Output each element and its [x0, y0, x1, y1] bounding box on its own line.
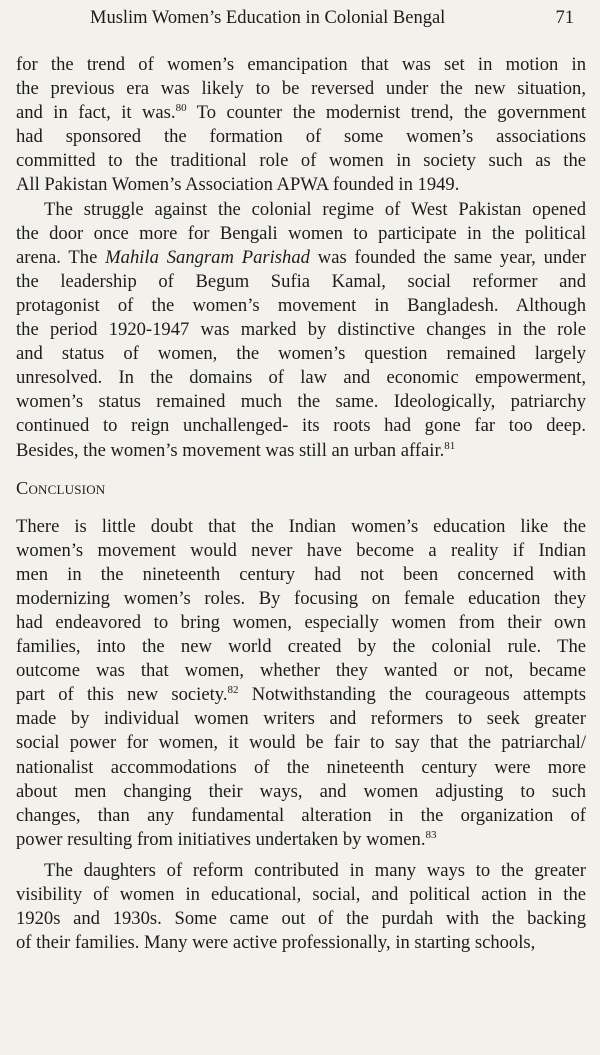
text-line: The struggle against the colonial regime of West Pakistan opened [44, 198, 586, 220]
text-line: outcome was that women, whether they wanted or not, became [16, 660, 586, 682]
text-line: women’s movement would never have become a reality if Indian [16, 539, 586, 561]
running-title: Muslim Women’s Education in Colonial Bengal [90, 8, 446, 28]
text-line: changes, than any fundamental alteration in the organization of [16, 804, 586, 826]
running-head [16, 0, 586, 36]
text-line: visibility of women in educational, social, and political action in the [16, 884, 586, 905]
text-line: modernizing women’s roles. By focusing on female education they [16, 587, 586, 609]
text-line: women’s status remained much the same. Ideologically, patriarchy [16, 391, 586, 413]
text-line: the leadership of Begum Sufia Kamal, social reformer and [16, 270, 586, 292]
text-line: power resulting from initiatives undertaken by women.$^{83}$ [16, 828, 437, 850]
org-name-italic: Mahila Sangram Parishad [105, 246, 310, 268]
footnote-ref-83: 83 [425, 828, 437, 841]
text-line: had endeavored to bring women, especially women from their own [16, 611, 586, 633]
text-line: arena. The Mahila Sangram Parishad was founded the same year, under [16, 246, 587, 268]
paragraph-2 [16, 198, 586, 463]
footnote-ref-81: 81 [444, 439, 456, 452]
text-line: made by individual women writers and reformers to seek greater [16, 708, 586, 730]
text-line: of their families. Many were active professionally, in starting schools, [16, 932, 536, 954]
text-line: social power for women, it would be fair to say that the patriarchal/ [16, 732, 586, 754]
section-heading: Conclusion [16, 477, 106, 498]
text-line: unresolved. In the domains of law and economic empowerment, [16, 367, 586, 389]
text-line: men in the nineteenth century had not been concerned with [16, 563, 586, 585]
text-line: had sponsored the formation of some women’s associations [16, 126, 586, 148]
text-line: the door once more for Bengali women to participate in the political [16, 222, 586, 244]
page-number: 71 [555, 8, 574, 28]
text-line: committed to the traditional role of women in society such as the [16, 150, 586, 172]
paragraph-3 [16, 515, 586, 852]
text-line: Besides, the women’s movement was still an urban affair.$^{81}$ [16, 439, 456, 461]
text-line: The daughters of reform contributed in many ways to the greater [44, 859, 586, 881]
text-line: the previous era was likely to be reversed under the new situation, [16, 78, 586, 100]
text-line: There is little doubt that the Indian women’s education like the [16, 515, 586, 537]
text-line: 1920s and 1930s. Some came out of the purdah with the backing [16, 908, 586, 930]
text-line: and status of women, the women’s question remained largely [16, 343, 586, 365]
text-line: continued to reign unchallenged- its roots had gone far too deep. [16, 415, 586, 437]
text-line: the period 1920-1947 was marked by distinctive changes in the role [16, 319, 586, 341]
paragraph-4 [16, 859, 586, 955]
text-line: protagonist of the women’s movement in Bangladesh. Although [16, 294, 586, 316]
text-line: All Pakistan Women’s Association APWA founded in 1949. [16, 174, 460, 196]
text-line: for the trend of women’s emancipation that was set in motion in [16, 54, 586, 75]
text-line: families, into the new world created by the colonial rule. The [16, 636, 586, 658]
paragraph-1 [16, 53, 586, 198]
footnote-ref-82: 82 [227, 684, 239, 697]
text-line: nationalist accommodations of the nineteenth century were more [16, 756, 586, 778]
text-line: and in fact, it was.$^{80}$ To counter the modernist trend, the government [16, 102, 587, 124]
text-line: part of this new society.$^{82}$ Notwithstanding the courageous attempts [16, 684, 586, 706]
footnote-ref-80: 80 [175, 102, 187, 114]
text-line: about men changing their ways, and women adjusting to such [16, 780, 586, 802]
